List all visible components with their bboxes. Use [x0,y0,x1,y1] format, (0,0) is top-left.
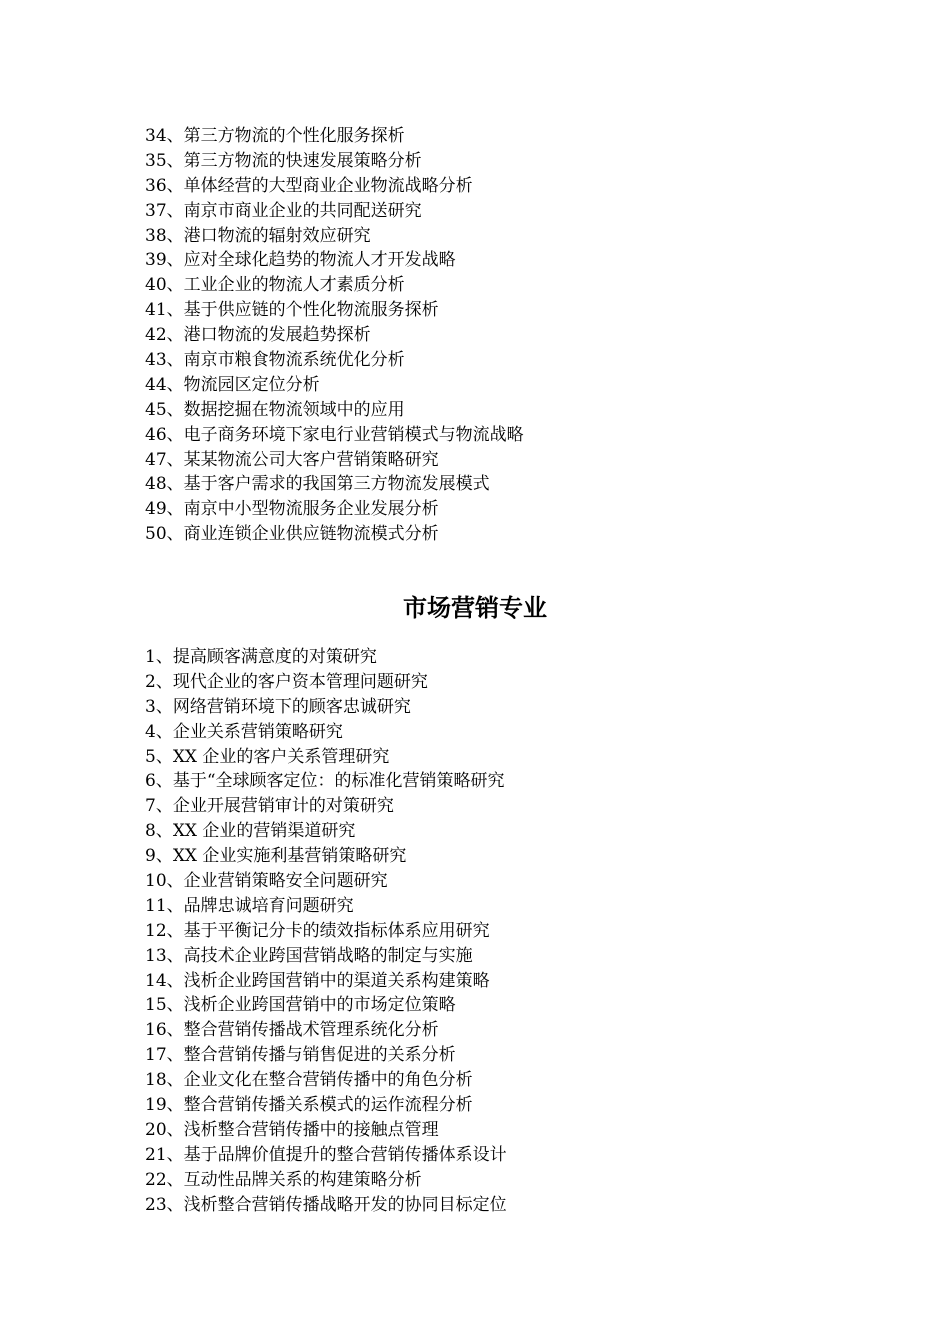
marketing-topic-list [145,645,507,1217]
list-item: 45、数据挖掘在物流领域中的应用 [145,399,405,420]
list-item: 50、商业连锁企业供应链物流模式分析 [145,524,439,545]
list-item: 21、基于品牌价值提升的整合营销传播体系设计 [145,1144,507,1165]
list-item: 35、第三方物流的快速发展策略分析 [145,150,422,171]
list-item: 38、港口物流的辐射效应研究 [145,225,371,246]
list-item: 22、互动性品牌关系的构建策略分析 [145,1169,422,1190]
list-item: 10、企业营销策略安全问题研究 [145,871,388,892]
list-item: 12、基于平衡记分卡的绩效指标体系应用研究 [145,920,490,941]
list-item: 42、港口物流的发展趋势探析 [145,325,371,346]
list-item: 49、南京中小型物流服务企业发展分析 [145,499,439,520]
list-item: 23、浅析整合营销传播战略开发的协同目标定位 [145,1194,507,1215]
list-item: 8、XX 企业的营销渠道研究 [145,821,356,842]
list-item: 43、南京市粮食物流系统优化分析 [145,350,405,371]
logistics-topic-list [145,124,524,547]
list-item: 41、基于供应链的个性化物流服务探析 [145,300,439,321]
list-item: 40、工业企业的物流人才素质分析 [145,275,405,296]
list-item: 17、整合营销传播与销售促进的关系分析 [145,1045,456,1066]
list-item: 6、基于“全球顾客定位：的标准化营销策略研究 [145,771,505,792]
list-item: 13、高技术企业跨国营销战略的制定与实施 [145,945,473,966]
list-item: 16、整合营销传播战术管理系统化分析 [145,1020,439,1041]
list-item: 7、企业开展营销审计的对策研究 [145,796,394,817]
list-item: 3、网络营销环境下的顾客忠诚研究 [145,696,411,717]
list-item: 9、XX 企业实施利基营销策略研究 [145,846,407,867]
list-item: 44、物流园区定位分析 [145,374,320,395]
list-item: 47、某某物流公司大客户营销策略研究 [145,449,439,470]
list-item: 39、应对全球化趋势的物流人才开发战略 [145,250,456,271]
list-item: 20、浅析整合营销传播中的接触点管理 [145,1119,439,1140]
list-item: 14、浅析企业跨国营销中的渠道关系构建策略 [145,970,490,991]
section-title: 市场营销专业 [403,593,547,622]
list-item: 34、第三方物流的个性化服务探析 [145,126,405,146]
list-item: 46、电子商务环境下家电行业营销模式与物流战略 [145,424,524,445]
list-item: 36、单体经营的大型商业企业物流战略分析 [145,175,473,196]
list-item: 15、浅析企业跨国营销中的市场定位策略 [145,995,456,1016]
list-item: 48、基于客户需求的我国第三方物流发展模式 [145,474,490,495]
list-item: 19、整合营销传播关系模式的运作流程分析 [145,1095,473,1116]
list-item: 2、现代企业的客户资本管理问题研究 [145,671,428,692]
list-item: 5、XX 企业的客户关系管理研究 [145,746,390,767]
list-item: 37、南京市商业企业的共同配送研究 [145,200,422,221]
list-item: 1、提高顾客满意度的对策研究 [145,647,377,667]
list-item: 4、企业关系营销策略研究 [145,721,343,742]
list-item: 11、品牌忠诚培育问题研究 [145,895,354,916]
list-item: 18、企业文化在整合营销传播中的角色分析 [145,1070,473,1091]
